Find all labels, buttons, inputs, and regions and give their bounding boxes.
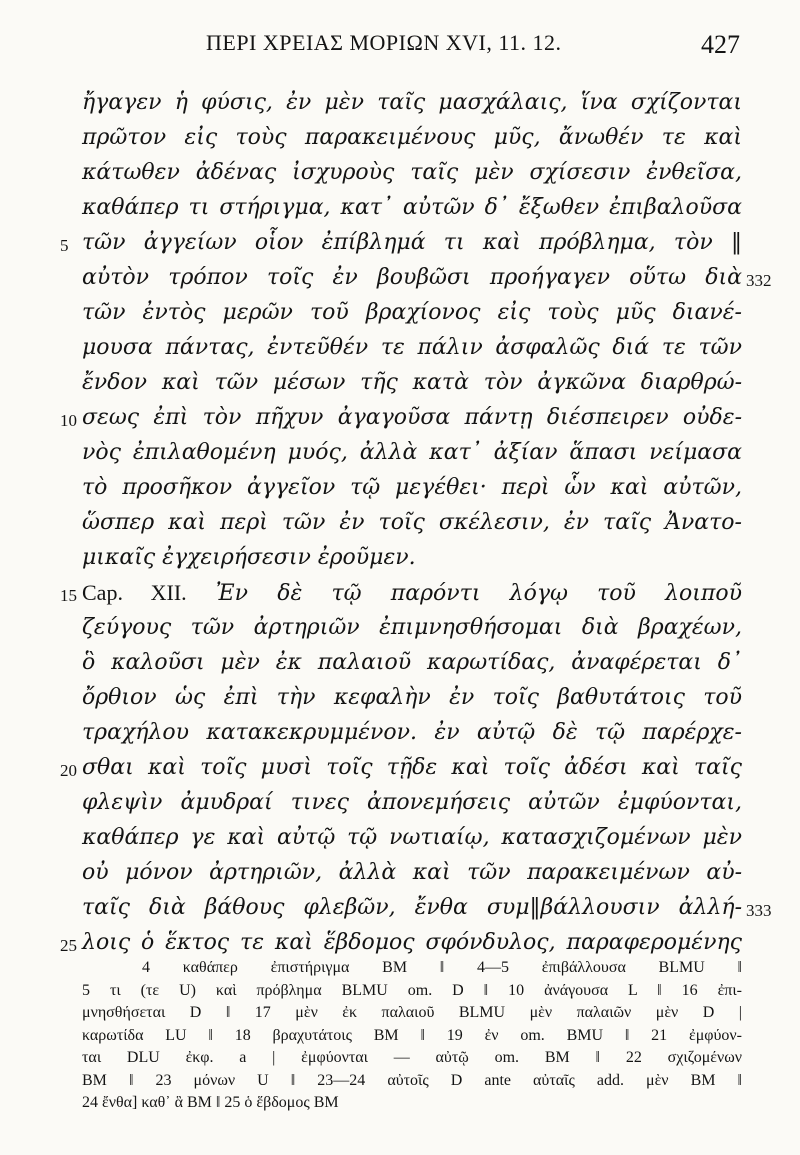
text-line xyxy=(0,890,800,925)
line-text xyxy=(82,925,742,960)
text-line xyxy=(0,505,800,540)
line-text xyxy=(82,260,742,295)
text-line xyxy=(0,225,800,260)
line-number: 20 xyxy=(60,761,77,780)
line-text xyxy=(82,575,742,611)
text-line xyxy=(0,120,800,155)
apparatus-line: 24 ἔνθα] καθ᾽ ἃ BM ‖ 25 ὁ ἕβδομος BM xyxy=(82,1094,339,1111)
text-line xyxy=(0,295,800,330)
line-text xyxy=(82,330,742,365)
line-text xyxy=(82,470,742,505)
critical-apparatus xyxy=(82,957,742,1115)
line-text xyxy=(82,855,742,890)
line-text xyxy=(82,295,742,330)
line-text-content: τῶν ἐντὸς μερῶν τοῦ βραχίονος εἰς τοὺς μῦς διανέ- xyxy=(82,300,742,325)
line-text-content: λοις ὁ ἕκτος τε καὶ ἕβδομος σφόνδυλος, παραφερομένης xyxy=(82,930,742,955)
text-line xyxy=(0,925,800,960)
line-text xyxy=(82,505,742,540)
text-line xyxy=(0,750,800,785)
line-text xyxy=(82,890,742,925)
line-text xyxy=(82,155,742,190)
line-number: 5 xyxy=(60,236,69,255)
text-line xyxy=(0,645,800,680)
text-line xyxy=(0,785,800,820)
line-text xyxy=(82,820,742,855)
text-line xyxy=(0,610,800,645)
line-text-content: φλεψὶν ἀμυδραί τινες ἀπονεμήσεις αὐτῶν ἐμφύονται, xyxy=(82,790,742,815)
text-line xyxy=(0,400,800,435)
line-text-content: ἤγαγεν ἡ φύσις, ἐν μὲν ταῖς μασχάλαις, ἵνα σχίζονται xyxy=(82,90,742,115)
line-text-content: τραχήλου κατακεκρυμμένον. ἐν αὐτῷ δὲ τῷ παρέρχε- xyxy=(82,720,742,745)
line-text-content: μικαῖς ἐγχειρήσεσιν ἐροῦμεν. xyxy=(82,545,416,570)
apparatus-line: BM ‖ 23 μόνων U ‖ 23—24 αὐτοῖς D ante αὐταῖς add. μὲν BM ‖ xyxy=(82,1071,742,1089)
line-text-content: μουσα πάντας, ἐντεῦθέν τε πάλιν ἀσφαλῶς διά τε τῶν xyxy=(82,335,742,360)
text-line xyxy=(0,155,800,190)
text-line xyxy=(0,365,800,400)
chapter-marker: Cap. XII. xyxy=(82,580,187,605)
text-line xyxy=(0,435,800,470)
line-text xyxy=(82,680,742,715)
line-number: 15 xyxy=(60,586,77,605)
line-number: 10 xyxy=(60,411,77,430)
apparatus-line: μνησθήσεται D ‖ 17 μὲν ἐκ παλαιοῦ BLMU μὲν παλαιῶν μὲν D | xyxy=(82,1004,742,1021)
line-text-content: αὐτὸν τρόπον τοῖς ἐν βουβῶσι προήγαγεν οὕτω διὰ xyxy=(82,265,742,290)
text-line xyxy=(0,855,800,890)
page-number: 427 xyxy=(701,30,740,59)
line-text xyxy=(82,610,742,645)
line-text xyxy=(82,435,742,470)
text-line xyxy=(0,820,800,855)
page-header xyxy=(80,30,740,70)
text-line xyxy=(0,680,800,715)
line-text xyxy=(82,190,742,225)
main-text xyxy=(0,85,800,960)
apparatus-line: ται DLU ἐκφ. a | ἐμφύονται — αὐτῷ om. BM ‖ 22 σχιζομένων xyxy=(82,1049,742,1066)
margin-page-reference: 333 xyxy=(746,901,772,920)
margin-page-reference: 332 xyxy=(746,271,772,290)
text-line xyxy=(0,190,800,225)
line-text-content: καθάπερ γε καὶ αὐτῷ τῷ νωτιαίῳ, κατασχιζομένων μὲν xyxy=(82,825,742,850)
line-text-content: ταῖς διὰ βάθους φλεβῶν, ἔνθα συμ‖βάλλουσιν ἀλλή- xyxy=(82,895,742,920)
text-line xyxy=(0,715,800,750)
line-text xyxy=(82,365,742,400)
line-text-content: ὄρθιον ὡς ἐπὶ τὴν κεφαλὴν ἐν τοῖς βαθυτάτοις τοῦ xyxy=(82,685,742,710)
line-text-content: πρῶτον εἰς τοὺς παρακειμένους μῦς, ἄνωθέν τε καὶ xyxy=(82,125,742,150)
line-text-content: κάτωθεν ἀδένας ἰσχυροὺς ταῖς μὲν σχίσεσιν ἐνθεῖσα, xyxy=(82,160,742,185)
apparatus-line: 4 καθάπερ ἐπιστήριγμα BM ‖ 4—5 ἐπιβάλλουσα BLMU ‖ xyxy=(142,959,742,976)
line-text-content: τῶν ἀγγείων οἷον ἐπίβλημά τι καὶ πρόβλημα, τὸν ‖ xyxy=(82,230,742,255)
text-line xyxy=(0,540,800,575)
text-line xyxy=(0,575,800,610)
line-text xyxy=(82,715,742,750)
line-text-content: σεως ἐπὶ τὸν πῆχυν ἀγαγοῦσα πάντῃ διέσπειρεν οὐδε- xyxy=(82,405,742,430)
line-text xyxy=(82,400,742,435)
text-line xyxy=(0,260,800,295)
line-text-content: οὐ μόνον ἀρτηριῶν, ἀλλὰ καὶ τῶν παρακειμένων αὐ- xyxy=(82,860,742,885)
line-text-content: νὸς ἐπιλαθομένη μυός, ἀλλὰ κατ᾽ ἀξίαν ἅπασι νείμασα xyxy=(82,440,742,465)
text-line xyxy=(0,85,800,120)
line-text xyxy=(82,120,742,155)
apparatus-line: καρωτίδα LU ‖ 18 βραχυτάτοις BM ‖ 19 ἐν om. BMU ‖ 21 ἐμφύον- xyxy=(82,1026,742,1044)
line-text xyxy=(82,785,742,820)
text-line xyxy=(0,470,800,505)
line-text-content: τὸ προσῆκον ἀγγεῖον τῷ μεγέθει· περὶ ὧν καὶ αὐτῶν, xyxy=(82,475,742,500)
line-text xyxy=(82,750,742,785)
line-text-content: καθάπερ τι στήριγμα, κατ᾽ αὐτῶν δ᾽ ἔξωθεν ἐπιβαλοῦσα xyxy=(82,195,742,220)
apparatus-line: 5 τι (τε U) καὶ πρόβλημα BLMU om. D ‖ 10 ἀνάγουσα L ‖ 16 ἐπι- xyxy=(82,981,742,999)
line-text xyxy=(82,225,742,260)
line-text-content: ζεύγους τῶν ἀρτηριῶν ἐπιμνησθήσομαι διὰ βραχέων, xyxy=(82,615,742,640)
line-text xyxy=(82,645,742,680)
line-text xyxy=(82,540,742,575)
line-text-content: σθαι καὶ τοῖς μυσὶ τοῖς τῇδε καὶ τοῖς ἀδέσι καὶ ταῖς xyxy=(82,755,742,780)
line-number: 25 xyxy=(60,936,77,955)
text-line xyxy=(0,330,800,365)
line-text-content: Ἐν δὲ τῷ παρόντι λόγῳ τοῦ λοιποῦ xyxy=(215,581,742,606)
line-text-content: ὥσπερ καὶ περὶ τῶν ἐν τοῖς σκέλεσιν, ἐν ταῖς Ἀνατο- xyxy=(82,510,742,535)
line-text-content: ὃ καλοῦσι μὲν ἐκ παλαιοῦ καρωτίδας, ἀναφέρεται δ᾽ xyxy=(82,650,742,675)
running-title: ΠΕΡΙ ΧΡΕΙΑΣ ΜΟΡΙΩΝ XVI, 11. 12. xyxy=(206,30,562,55)
line-text-content: ἔνδον καὶ τῶν μέσων τῆς κατὰ τὸν ἀγκῶνα διαρθρώ- xyxy=(82,370,742,395)
line-text xyxy=(82,85,742,120)
